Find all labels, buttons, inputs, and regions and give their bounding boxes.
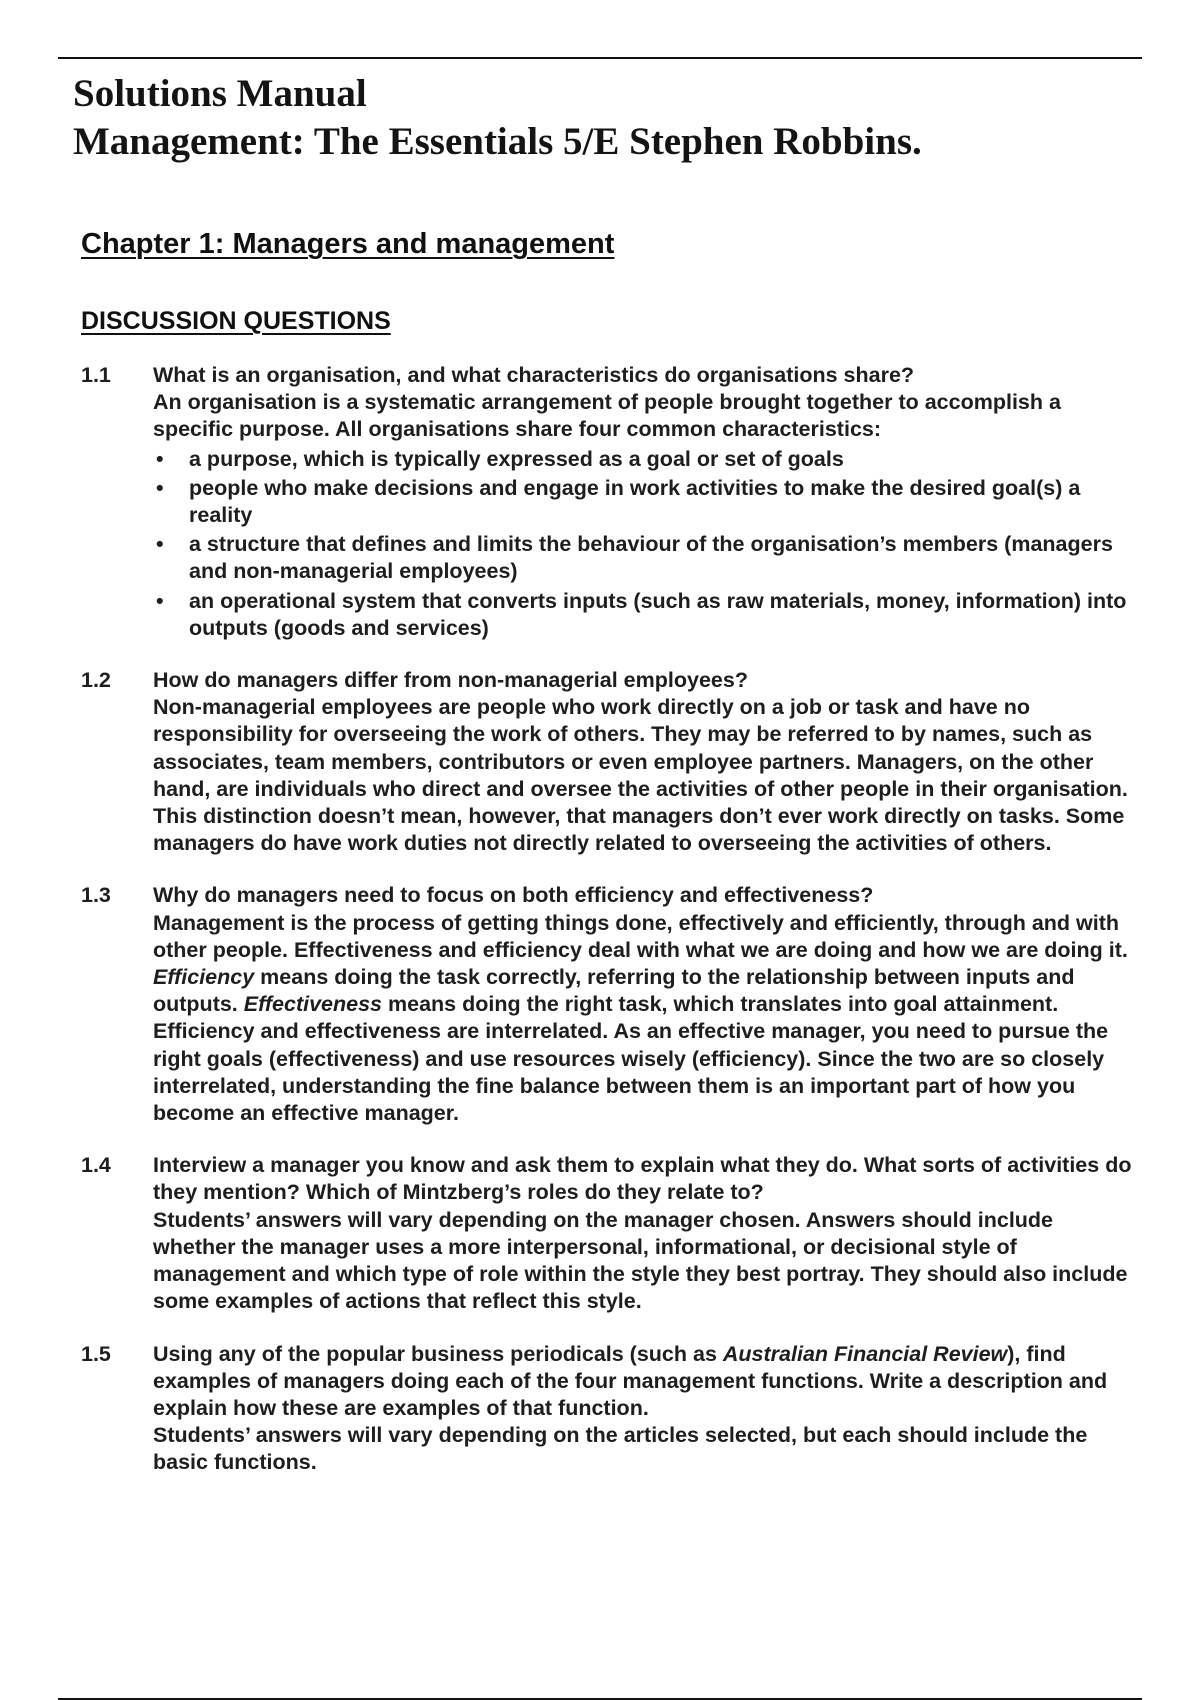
answer-text: Students’ answers will vary depending on the articles selected, but each should include the basic functions. xyxy=(153,1423,1088,1475)
characteristics-list xyxy=(153,446,1141,642)
top-divider xyxy=(58,57,1142,59)
question-text: Why do managers need to focus on both efficiency and effectiveness? xyxy=(153,883,874,908)
question-segment: ), find examples of managers doing each of the four management functions. Write a description and explain how these are examples of that function. xyxy=(153,1341,1108,1420)
list-item: • a structure that defines and limits the behaviour of the organisation’s members (managers and non-managerial employees) xyxy=(153,531,1141,585)
answer-text: Students’ answers will vary depending on the manager chosen. Answers should include whether the manager uses a more interpersonal, informational, or decisional style of management and which type of role within the style they best portray. They should also include some examples of actions that reflect this style. xyxy=(153,1207,1128,1314)
publication-title: Australian Financial Review xyxy=(722,1341,1008,1366)
title-line-2: Management: The Essentials 5/E Stephen Robbins. xyxy=(73,120,922,163)
answer-segment: Management is the process of getting things done, effectively and efficiently, through and with other people. Effectiveness and efficiency deal with what we are doing and how we are doing it. xyxy=(153,910,1128,962)
question-text xyxy=(153,1341,1141,1423)
question-1-3 xyxy=(81,882,1141,1127)
question-number: 1.4 xyxy=(81,1153,111,1178)
answer-segment: means doing the task correctly, referring to the relationship between inputs and outputs. xyxy=(153,965,1075,1017)
answer-segment: means doing the right task, which translates into goal attainment. Efficiency and effectiveness are interrelated. As an effective manager, you need to pursue the right goals (effectiveness) and use resources wisely (efficiency). Since the two are so closely interrelated, understanding the fine balance between them is an important part of how you become an effective manager. xyxy=(153,992,1109,1126)
title-line-1: Solutions Manual xyxy=(73,72,367,115)
list-item: • people who make decisions and engage in work activities to make the desired goal(s) a reality xyxy=(153,475,1141,529)
question-number: 1.3 xyxy=(81,883,111,908)
question-text: How do managers differ from non-managerial employees? xyxy=(153,668,748,693)
question-list xyxy=(81,362,1141,1502)
answer-text: An organisation is a systematic arrangement of people brought together to accomplish a specific purpose. All organisations share four common characteristics: xyxy=(153,390,1061,442)
term-effectiveness: Effectiveness xyxy=(243,992,383,1017)
document-title xyxy=(73,70,1133,166)
list-item: • a purpose, which is typically expressed as a goal or set of goals xyxy=(153,446,1141,473)
list-item: • an operational system that converts inputs (such as raw materials, money, information) into outputs (goods and services) xyxy=(153,588,1141,642)
question-text: What is an organisation, and what characteristics do organisations share? xyxy=(153,363,915,387)
question-text: Interview a manager you know and ask them to explain what they do. What sorts of activities do they mention? Which of Mintzberg’s roles do they relate to? xyxy=(153,1153,1132,1205)
term-efficiency: Efficiency xyxy=(153,965,255,990)
answer-text: Non-managerial employees are people who work directly on a job or task and have no responsibility for overseeing the work of others. They may be referred to by names, such as associates, team members, contributors or even employee partners. Managers, on the other hand, are individuals who direct and oversee the activities of other people in their organisation. This distinction doesn’t mean, however, that managers don’t ever work directly on tasks. Some managers do have work duties not directly related to overseeing the activities of others. xyxy=(153,695,1128,856)
question-1-4 xyxy=(81,1152,1141,1315)
answer-text xyxy=(153,910,1141,1128)
question-1-2 xyxy=(81,667,1141,857)
section-heading: DISCUSSION QUESTIONS xyxy=(81,307,391,335)
question-number: 1.5 xyxy=(81,1341,111,1366)
question-number: 1.2 xyxy=(81,668,111,693)
question-number: 1.1 xyxy=(81,363,111,387)
question-segment: Using any of the popular business periodicals (such as xyxy=(153,1341,723,1366)
question-1-5 xyxy=(81,1341,1141,1477)
chapter-heading: Chapter 1: Managers and management xyxy=(81,228,615,260)
question-1-1 xyxy=(81,362,1141,642)
